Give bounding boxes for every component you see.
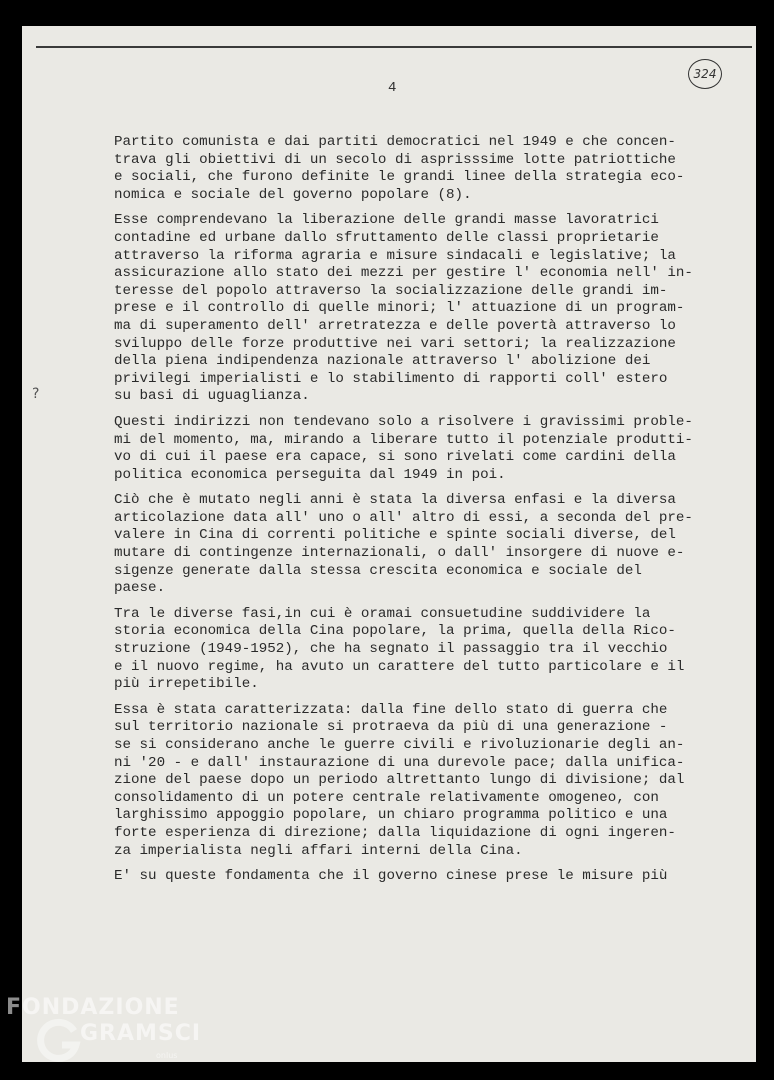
text-line: mutare di contingenze internazionali, o dall' insorgere di nuove e- <box>114 545 685 562</box>
text-line: contadine ed urbane dallo sfruttamento delle classi proprietarie <box>114 229 659 246</box>
text-line: privilegi imperialisti e lo stabilimento di rapporti coll' estero <box>114 370 668 387</box>
paragraph <box>114 134 726 204</box>
text-line: e sociali, che furono definite le grandi linee della strategia eco- <box>114 169 685 186</box>
margin-mark: ? <box>32 386 40 402</box>
text-line: e il nuovo regime, ha avuto un carattere del tutto particolare e il <box>114 658 685 675</box>
archive-stamp-number: 324 <box>688 59 722 89</box>
text-line: paese. <box>114 580 166 597</box>
text-line: larghissimo appoggio popolare, un chiaro programma politico e una <box>114 807 668 824</box>
text-line: Esse comprendevano la liberazione delle grandi masse lavoratrici <box>114 212 659 229</box>
text-line: consolidamento di un potere centrale relativamente omogeneo, con <box>114 789 659 806</box>
watermark-line1: FONDAZIONE <box>6 995 180 1020</box>
paragraph <box>114 606 726 694</box>
watermark-line2: GRAMSCI <box>80 1021 202 1046</box>
text-line: della piena indipendenza nazionale attraverso l' abolizione dei <box>114 353 651 370</box>
text-line: valere in Cina di correnti politiche e spinte sociali diverse, del <box>114 527 676 544</box>
text-line: Partito comunista e dai partiti democratici nel 1949 e che concen- <box>114 134 676 150</box>
fondazione-gramsci-watermark <box>6 995 202 1075</box>
paragraph <box>114 212 726 406</box>
body-text <box>114 134 726 894</box>
text-line: teresse del popolo attraverso la socializzazione delle grandi im- <box>114 282 668 299</box>
text-line: vo di cui il paese era capace, si sono rivelati come cardini della <box>114 449 676 466</box>
text-line: nomica e sociale del governo popolare (8). <box>114 186 472 203</box>
text-line: su basi di uguaglianza. <box>114 388 310 405</box>
text-line: za imperialista negli affari interni della Cina. <box>114 842 523 859</box>
text-line: prese e il controllo di quelle minori; l' attuazione di un program- <box>114 300 685 317</box>
text-line: mi del momento, ma, mirando a liberare tutto il potenziale produtti- <box>114 431 693 448</box>
paragraph <box>114 492 726 598</box>
document-page <box>22 26 756 1062</box>
paragraph <box>114 702 726 860</box>
text-line: Ciò che è mutato negli anni è stata la diversa enfasi e la diversa <box>114 492 676 509</box>
text-line: ma di superamento dell' arretratezza e delle povertà attraverso lo <box>114 317 676 334</box>
watermark-line3: onlus <box>156 1051 178 1060</box>
text-line: sul territorio nazionale si protraeva da più di una generazione - <box>114 719 668 736</box>
text-line: articolazione data all' uno o all' altro di essi, a seconda del pre- <box>114 509 693 526</box>
text-line: E' su queste fondamenta che il governo cinese prese le misure più <box>114 868 668 885</box>
text-line: più irrepetibile. <box>114 676 259 693</box>
text-line: sigenze generate dalla stessa crescita economica e sociale del <box>114 562 642 579</box>
page-number: 4 <box>388 80 397 96</box>
text-line: politica economica perseguita dal 1949 in poi. <box>114 466 506 483</box>
gramsci-logo-icon <box>36 1017 82 1063</box>
text-line: storia economica della Cina popolare, la prima, quella della Rico- <box>114 623 676 640</box>
text-line: sviluppo delle forze produttive nei vari settori; la realizzazione <box>114 335 676 352</box>
text-line: attraverso la riforma agraria e misure sindacali e legislative; la <box>114 247 676 264</box>
text-line: trava gli obiettivi di un secolo di asprisssime lotte patriottiche <box>114 151 676 168</box>
paragraph <box>114 414 726 484</box>
text-line: Questi indirizzi non tendevano solo a risolvere i gravissimi proble- <box>114 413 693 430</box>
text-line: Essa è stata caratterizzata: dalla fine dello stato di guerra che <box>114 701 668 718</box>
text-line: se si considerano anche le guerre civili e rivoluzionarie degli an- <box>114 737 685 753</box>
text-line: zione del paese dopo un periodo altrettanto lungo di divisione; dal <box>114 772 685 789</box>
text-line: forte esperienza di direzione; dalla liquidazione di ogni ingeren- <box>114 824 676 841</box>
text-line: ni '20 - e dall' instaurazione di una durevole pace; dalla unifica- <box>114 754 685 771</box>
text-line: Tra le diverse fasi,in cui è oramai consuetudine suddividere la <box>114 605 651 622</box>
paragraph <box>114 868 726 886</box>
top-divider <box>36 46 752 48</box>
text-line: assicurazione allo stato dei mezzi per gestire l' economia nell' in- <box>114 265 693 282</box>
text-line: struzione (1949-1952), che ha segnato il passaggio tra il vecchio <box>114 641 668 658</box>
